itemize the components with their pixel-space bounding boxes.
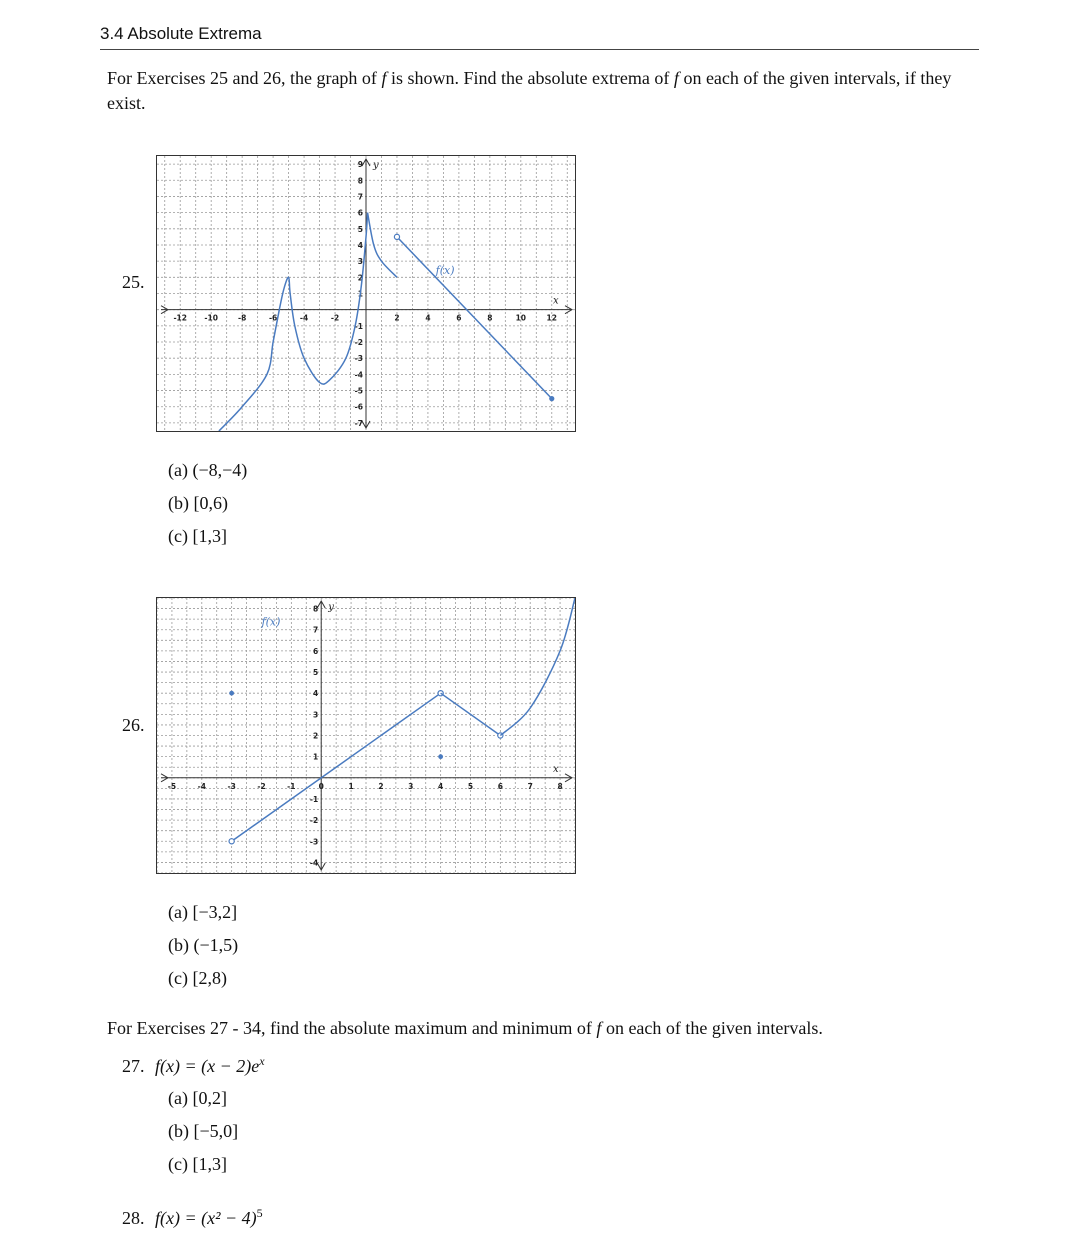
y-tick-label: 7	[357, 192, 363, 202]
intro-f-1: f	[381, 68, 387, 88]
y-tick-label: -3	[354, 354, 363, 364]
exercise-27-formula: f(x) = (x − 2)e	[155, 1056, 260, 1076]
x-tick-label: 1	[348, 781, 354, 791]
ex26-part-c: (c) [2,8)	[168, 968, 227, 988]
x-tick-label: 5	[467, 781, 474, 791]
ex27-part-a: (a) [0,2]	[168, 1088, 227, 1108]
x-tick-label: -10	[204, 313, 218, 323]
open-endpoint	[394, 234, 399, 239]
x-tick-label: 7	[527, 781, 533, 791]
y-tick-label: 2	[357, 273, 363, 283]
isolated-point	[229, 691, 234, 696]
x-tick-label: -8	[237, 313, 247, 323]
y-tick-label: 4	[312, 689, 319, 699]
intro-text-1: For Exercises 25 and 26, the graph of	[107, 68, 377, 88]
y-tick-label: 1	[357, 289, 363, 299]
y-axis-label: y	[373, 160, 379, 171]
y-tick-label: 8	[357, 176, 363, 186]
intro-text-3: on each of the given intervals, if they exist.	[107, 68, 952, 113]
closed-endpoint	[549, 396, 554, 401]
ex-intro-text-1: For Exercises 27 - 34, find the absolute maximum and minimum of	[107, 1018, 592, 1038]
exercises-27-34-intro	[107, 1018, 1007, 1039]
y-tick-label: -1	[309, 794, 319, 804]
exercise-25-number: 25.	[122, 272, 145, 292]
x-tick-label: 3	[408, 781, 414, 791]
y-tick-label: -4	[354, 370, 363, 380]
x-tick-label: -2	[330, 313, 340, 323]
y-tick-label: 4	[357, 240, 363, 250]
function-label: f(x)	[435, 264, 455, 278]
ex25-part-c: (c) [1,3]	[168, 526, 227, 546]
x-tick-label: -4	[197, 781, 206, 791]
x-tick-label: 2	[394, 313, 400, 323]
x-axis-label: x	[553, 763, 559, 775]
isolated-point	[438, 754, 443, 759]
exercise-25-graph	[156, 155, 576, 432]
exercise-27-number: 27.	[122, 1056, 145, 1076]
y-tick-label: 5	[312, 668, 319, 678]
x-tick-label: -2	[257, 781, 266, 791]
section-title: 3.4 Absolute Extrema	[100, 24, 262, 43]
x-tick-label: 2	[378, 781, 384, 791]
x-tick-label: 4	[425, 313, 431, 323]
x-tick-label: 8	[487, 313, 493, 323]
ex-intro-text-2: on each of the given intervals.	[605, 1018, 823, 1038]
y-tick-label: 1	[312, 752, 319, 762]
y-tick-label: 3	[357, 257, 363, 267]
x-tick-label: 8	[557, 781, 563, 791]
y-tick-label: 8	[312, 604, 319, 614]
y-tick-label: 6	[312, 646, 319, 656]
x-tick-label: 0	[318, 781, 324, 791]
ex-intro-f: f	[596, 1018, 602, 1038]
curve-segment	[500, 598, 575, 736]
y-tick-label: -7	[354, 418, 363, 428]
y-tick-label: -2	[354, 338, 363, 348]
y-tick-label: 2	[312, 731, 319, 741]
y-tick-label: -6	[354, 402, 363, 412]
ex25-part-b: (b) [0,6)	[168, 493, 228, 513]
x-tick-label: 6	[456, 313, 462, 323]
x-tick-label: -4	[299, 313, 309, 323]
x-axis-label: x	[553, 295, 559, 307]
y-tick-label: 9	[357, 160, 363, 170]
exercise-26-number: 26.	[122, 715, 145, 735]
intro-f-2: f	[673, 68, 679, 88]
x-tick-label: -12	[173, 313, 188, 323]
x-tick-label: -1	[287, 781, 296, 791]
exercise-28-number: 28.	[122, 1208, 145, 1228]
x-tick-label: -3	[227, 781, 236, 791]
y-tick-label: 5	[357, 224, 363, 234]
intro-paragraph	[107, 66, 982, 116]
x-tick-label: 12	[546, 313, 557, 323]
exercise-27	[122, 1054, 265, 1077]
exercise-28	[122, 1206, 263, 1229]
graph-26-svg	[157, 598, 575, 873]
exercise-28-exponent: 5	[256, 1206, 263, 1220]
open-endpoint	[229, 839, 234, 844]
section-header	[100, 24, 979, 50]
graph-25-svg	[157, 156, 575, 431]
x-tick-label: 4	[438, 781, 444, 791]
y-tick-label: -2	[309, 816, 319, 826]
exercise-26-graph	[156, 597, 576, 874]
y-tick-label: 7	[312, 625, 319, 635]
ex26-part-b: (b) (−1,5)	[168, 935, 239, 955]
ex27-part-c: (c) [1,3]	[168, 1154, 227, 1174]
x-tick-label: -5	[167, 781, 177, 791]
ex26-part-a: (a) [−3,2]	[168, 902, 238, 922]
function-label: f(x)	[261, 615, 281, 629]
intro-text-2: is shown. Find the absolute extrema of	[390, 68, 670, 88]
y-tick-label: -3	[309, 837, 319, 847]
x-tick-label: -6	[268, 313, 278, 323]
exercise-28-formula: f(x) = (x² − 4)	[155, 1208, 257, 1228]
y-tick-label: 3	[312, 710, 319, 720]
x-tick-label: 6	[497, 781, 503, 791]
ex27-part-b: (b) [−5,0]	[168, 1121, 239, 1141]
y-tick-label: 6	[357, 208, 363, 218]
y-tick-label: -4	[309, 858, 319, 868]
exercise-27-exponent: x	[259, 1054, 265, 1068]
y-axis-label: y	[328, 602, 334, 613]
ex25-part-a: (a) (−8,−4)	[168, 460, 248, 480]
y-tick-label: -5	[354, 386, 363, 396]
x-tick-label: 10	[515, 313, 527, 323]
y-tick-label: -1	[354, 321, 363, 331]
